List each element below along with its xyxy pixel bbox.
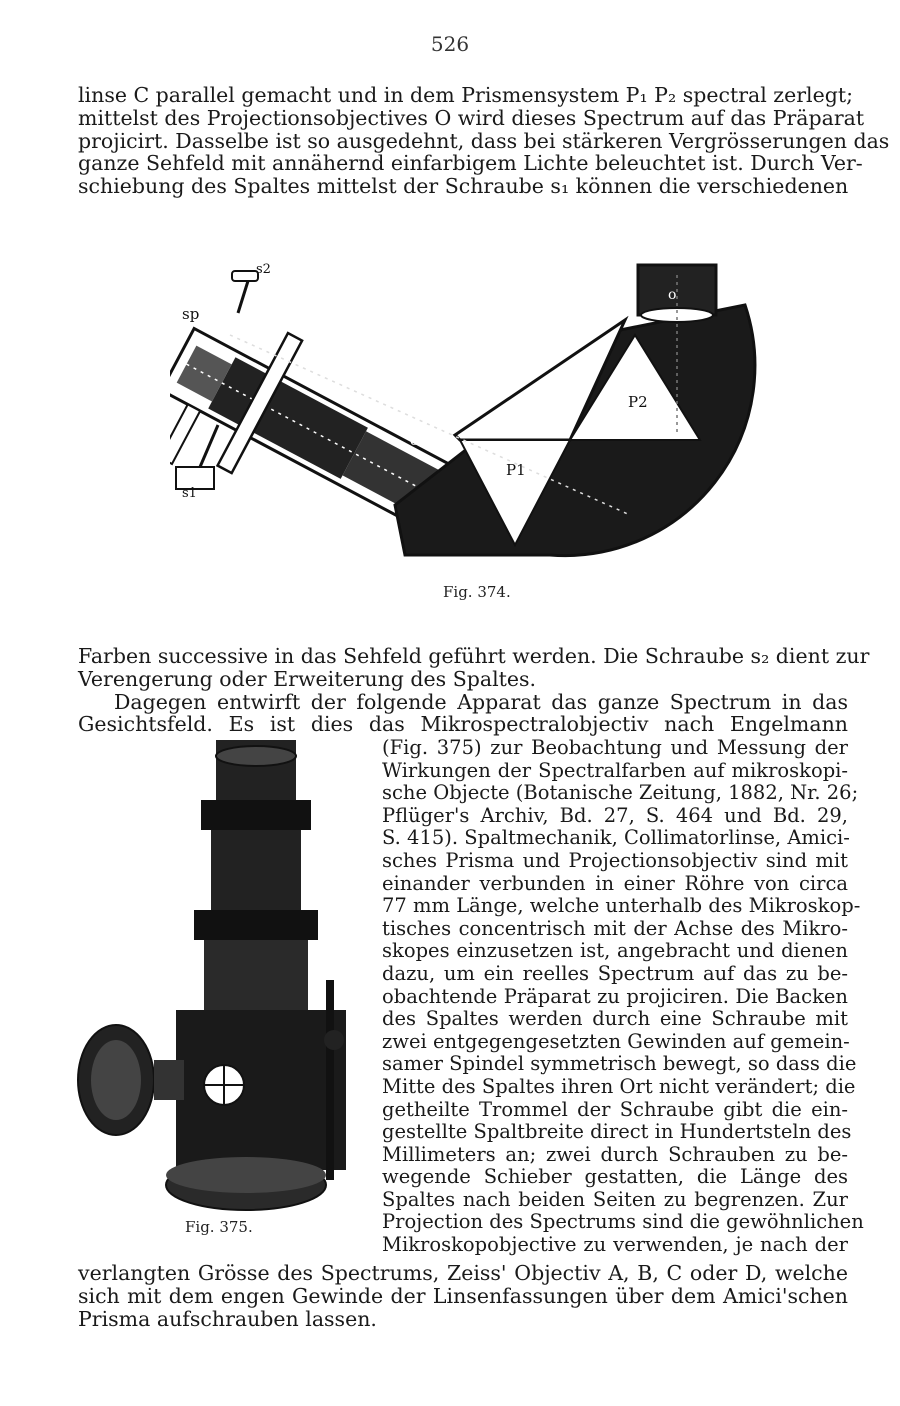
text-line: 77 mm Länge, welche unterhalb des Mikroskop- [382,894,861,918]
text-line: Dagegen entwirft der folgende Apparat das ganze Spectrum in das [114,689,848,714]
text-line: Millimeters an; zwei durch Schrauben zu be- [382,1142,848,1166]
text-line: (Fig. 375) zur Beobachtung und Messung der [382,736,848,759]
text-line: des Spaltes werden durch eine Schraube mit [382,1007,848,1031]
text-line: dazu, um ein reelles Spectrum auf das zu be- [382,961,848,985]
text-line: S. 415). Spaltmechanik, Collimatorlinse, Amici- [382,826,850,850]
label-sp: sp [182,305,200,323]
paragraph-right [382,736,864,1257]
text-line: einander verbunden in einer Röhre von circa [382,871,848,895]
text-line: gestellte Spaltbreite direct in Hundertsteln des [382,1120,852,1144]
text-line: tisches concentrisch mit der Achse des Mikro- [382,916,848,940]
text-line: projicirt. Dasselbe ist so ausgedehnt, dass bei stärkeren Vergrösserungen das [78,128,890,153]
text-line: zwei entgegengesetzten Gewinden auf gemein- [382,1029,850,1053]
label-c: c [410,433,418,449]
text-line: mittelst des Projectionsobjectives O wird dieses Spectrum auf das Präparat [78,105,865,130]
knob-icon [324,1030,344,1050]
label-s2: s2 [256,262,271,277]
text-line: samer Spindel symmetrisch bewegt, so dass die [382,1052,857,1076]
figure-374-caption: Fig. 374. [443,583,511,601]
paragraph-bottom [78,1262,848,1330]
label-p1: P1 [506,461,526,479]
text-line: skopes einzusetzen ist, angebracht und dienen [382,939,848,963]
text-line: Pflüger's Archiv, Bd. 27, S. 464 und Bd. 29, [382,803,848,827]
text-line: Prisma aufschrauben lassen. [78,1306,377,1331]
text-line: sches Prisma und Projectionsobjectiv sind mit [382,848,848,872]
text-line: Wirkungen der Spectralfarben auf mikroskopi- [382,758,848,782]
text-line: Mitte des Spaltes ihren Ort nicht verändert; die [382,1074,856,1098]
text-line: obachtende Präparat zu projiciren. Die Backen [382,984,848,1008]
text-line: wegende Schieber gestatten, die Länge des [382,1165,848,1189]
text-line: Mikroskopobjective zu verwenden, je nach der [382,1233,848,1257]
figure-375 [76,740,356,1215]
text-line: schiebung des Spaltes mittelst der Schraube s₁ können die verschiedenen [78,174,849,199]
text-line: Farben successive in das Sehfeld geführt werden. Die Schraube s₂ dient zur [78,644,870,668]
paragraph-top [78,83,890,199]
label-p2: P2 [628,393,648,411]
text-line: linse C parallel gemacht und in dem Prismensystem P₁ P₂ spectral zerlegt; [78,83,853,107]
text-line: Projection des Spectrums sind die gewöhnlichen [382,1210,864,1234]
text-line: Verengerung oder Erweiterung des Spaltes. [78,666,537,691]
text-line: ganze Sehfeld mit annähernd einfarbigem Lichte beleuchtet ist. Durch Ver- [78,151,863,176]
paragraph-middle [78,644,870,737]
text-line: sich mit dem engen Gewinde der Linsenfassungen über dem Amici'schen [78,1283,848,1308]
text-line: getheilte Trommel der Schraube gibt die ein- [382,1097,848,1121]
text-line: Spaltes nach beiden Seiten zu begrenzen. Zur [382,1187,848,1211]
text-line: Gesichtsfeld. Es ist dies das Mikrospectralobjectiv nach Engelmann [78,712,848,737]
text-line: verlangten Grösse des Spectrums, Zeiss' Objectiv A, B, C oder D, welche [78,1261,848,1285]
label-o: o [668,287,677,303]
text-line: sche Objecte (Botanische Zeitung, 1882, Nr. 26; [382,781,859,805]
label-s1: s1 [182,486,197,501]
page-number: 526 [430,32,470,56]
screw-s2-icon [232,271,258,281]
figure-374 [170,255,760,565]
figure-375-caption: Fig. 375. [185,1218,253,1236]
